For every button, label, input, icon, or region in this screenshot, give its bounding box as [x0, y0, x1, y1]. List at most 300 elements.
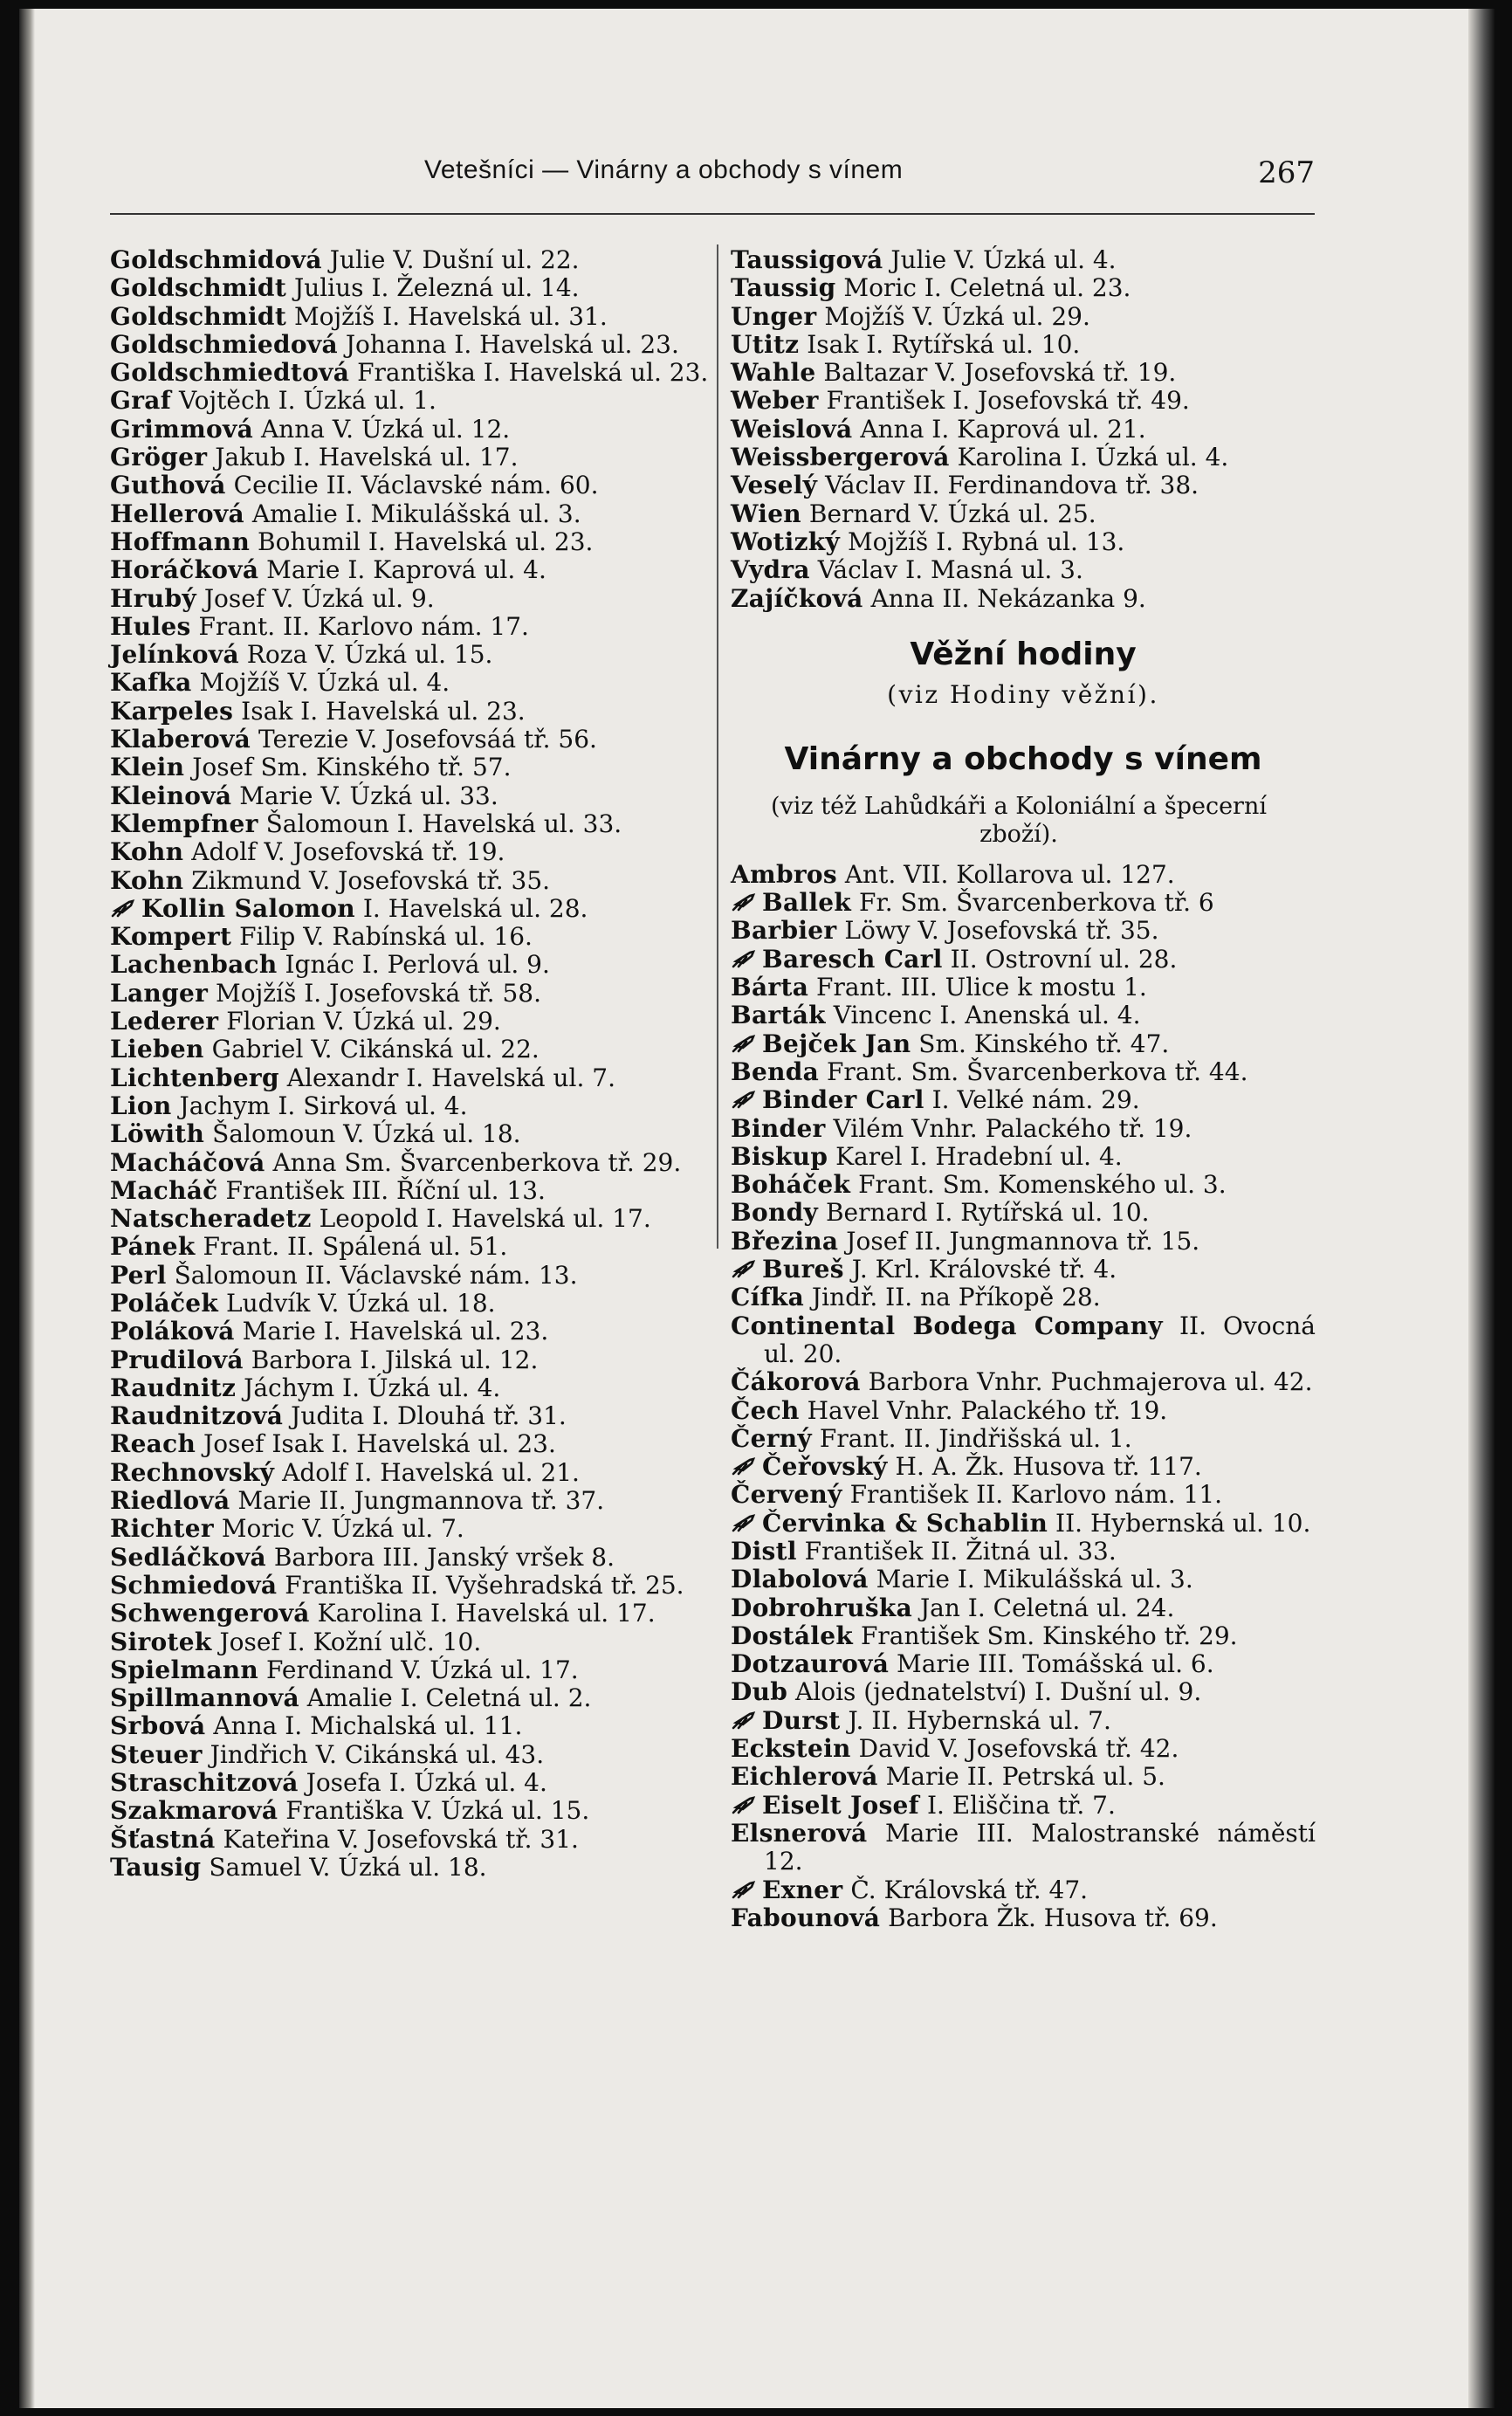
- directory-entry: [110, 1515, 712, 1543]
- entry-name: Ambros: [731, 859, 837, 889]
- entry-name: Prudilová: [110, 1345, 244, 1374]
- entry-name: Richter: [110, 1514, 214, 1544]
- entry-address: Marie V. Úzká ul. 33.: [239, 781, 498, 810]
- entry-address: Ludvík V. Úzká ul. 18.: [226, 1288, 496, 1318]
- entry-address: Anna I. Michalská ul. 11.: [213, 1711, 523, 1741]
- entry-address: Adolf I. Havelská ul. 21.: [282, 1457, 580, 1487]
- entry-name: Lieben: [110, 1035, 204, 1064]
- entry-address: Sm. Kinského tř. 47.: [918, 1029, 1170, 1058]
- directory-entry: [110, 1346, 712, 1374]
- entry-address: Mojžíš V. Úzká ul. 29.: [824, 301, 1090, 331]
- entry-address: Alexandr I. Havelská ul. 7.: [286, 1063, 615, 1092]
- directory-entry: [731, 917, 1316, 945]
- directory-entry: [731, 1792, 1316, 1820]
- entry-address: Frant. II. Spálená ul. 51.: [203, 1232, 508, 1262]
- entry-name: Raudnitzová: [110, 1401, 284, 1431]
- entry-address: Roza V. Úzká ul. 15.: [246, 640, 493, 670]
- section-wine: [731, 740, 1316, 849]
- entry-address: František II. Karlovo nám. 11.: [849, 1480, 1223, 1510]
- entry-name: Červinka & Schablin: [762, 1508, 1048, 1538]
- directory-entry: [731, 1538, 1316, 1566]
- entry-address: Judita I. Dlouhá tř. 31.: [291, 1401, 567, 1431]
- pointing-hand-icon: [731, 949, 757, 970]
- directory-entry: [110, 782, 712, 810]
- entry-name: Sedláčková: [110, 1542, 266, 1572]
- entry-name: Biskup: [731, 1141, 828, 1171]
- entry-name: Weber: [731, 386, 819, 416]
- entry-name: Spielmann: [110, 1655, 259, 1684]
- entry-name: Gröger: [110, 443, 208, 472]
- directory-entry: [110, 867, 712, 895]
- directory-entry: [110, 698, 712, 726]
- entry-name: Kleinová: [110, 781, 232, 810]
- directory-entry: [110, 1544, 712, 1572]
- entry-address: Terezie V. Josefovsáá tř. 56.: [258, 725, 597, 754]
- entry-name: Březina: [731, 1226, 839, 1256]
- entry-address: Löwy V. Josefovská tř. 35.: [844, 916, 1159, 946]
- directory-entry: [110, 1430, 712, 1458]
- directory-entry: [731, 387, 1316, 415]
- entry-address: Baltazar V. Josefovská tř. 19.: [823, 358, 1177, 388]
- directory-entry: [110, 1487, 712, 1515]
- entry-address: Frant. II. Karlovo nám. 17.: [198, 611, 529, 641]
- directory-entry: [731, 974, 1316, 1002]
- entry-name: Schmiedová: [110, 1570, 278, 1600]
- section-title: Vinárny a obchody s vínem: [784, 740, 1262, 777]
- directory-entry: [110, 1854, 712, 1882]
- entry-address: Jindř. II. na Příkopě 28.: [811, 1283, 1101, 1312]
- entry-name: Taussigová: [731, 245, 883, 274]
- directory-entry: [731, 1510, 1316, 1538]
- directory-entry: [731, 1650, 1316, 1678]
- directory-entry: [731, 1368, 1316, 1396]
- directory-entry: [731, 556, 1316, 584]
- directory-entry: [731, 1002, 1316, 1029]
- entry-name: Spillmannová: [110, 1683, 299, 1713]
- entry-address: Josef V. Úzká ul. 9.: [203, 583, 435, 613]
- directory-entry: [110, 1797, 712, 1825]
- page-left-edge: [19, 9, 35, 2408]
- entry-address: Florian V. Úzká ul. 29.: [226, 1007, 501, 1036]
- directory-entry: [731, 1397, 1316, 1425]
- entry-address: Václav I. Masná ul. 3.: [817, 555, 1083, 585]
- entry-name: Rechnovský: [110, 1457, 275, 1487]
- running-title: Vetešníci — Vinárny a obchody s vínem: [424, 155, 904, 184]
- entry-address: Frant. Sm. Komenského ul. 3.: [858, 1170, 1227, 1200]
- entry-address: Vincenc I. Anenská ul. 4.: [833, 1001, 1141, 1030]
- entry-name: Distl: [731, 1536, 797, 1566]
- entry-address: Zikmund V. Josefovská tř. 35.: [191, 865, 551, 895]
- entry-address: Marie I. Mikulášská ul. 3.: [876, 1565, 1193, 1594]
- entry-address: Alois (jednatelství) I. Dušní ul. 9.: [795, 1677, 1202, 1707]
- entry-address: Bernard I. Rytířská ul. 10.: [825, 1198, 1150, 1228]
- directory-entry: [731, 444, 1316, 471]
- entry-address: František II. Žitná ul. 33.: [804, 1536, 1117, 1566]
- entry-name: Kohn: [110, 865, 184, 895]
- directory-entry: [110, 754, 712, 781]
- directory-entry: [110, 838, 712, 866]
- entry-address: Josef Sm. Kinského tř. 57.: [192, 753, 512, 782]
- entry-name: Durst: [762, 1705, 841, 1735]
- entry-name: Jelínková: [110, 640, 239, 670]
- directory-entry: [731, 946, 1316, 974]
- directory-entry: [110, 585, 712, 613]
- entry-name: Straschitzová: [110, 1768, 299, 1798]
- header-rule: [110, 213, 1315, 215]
- entry-name: Macháč: [110, 1175, 218, 1205]
- directory-entry: [731, 416, 1316, 444]
- entry-name: Eckstein: [731, 1734, 851, 1764]
- entry-address: Julie V. Dušní ul. 22.: [329, 245, 580, 274]
- entry-address: Josef Isak I. Havelská ul. 23.: [203, 1429, 556, 1459]
- entry-name: Lichtenberg: [110, 1063, 279, 1092]
- entry-name: Baresch Carl: [762, 944, 943, 974]
- entry-name: Srbová: [110, 1711, 206, 1741]
- entry-name: Pánek: [110, 1232, 196, 1262]
- entry-address: Jakub I. Havelská ul. 17.: [215, 443, 519, 472]
- entry-name: Klaberová: [110, 725, 251, 754]
- directory-entry: [731, 1115, 1316, 1143]
- entry-address: Mojžíš V. Úzká ul. 4.: [199, 668, 450, 698]
- entry-address: Šalomoun V. Úzká ul. 18.: [212, 1119, 521, 1149]
- entry-name: Čeřovský: [762, 1452, 888, 1482]
- entry-address: Frant. Sm. Švarcenberkova tř. 44.: [826, 1057, 1248, 1086]
- entry-name: Dlabolová: [731, 1565, 869, 1594]
- entry-name: Dub: [731, 1677, 788, 1707]
- entry-address: Fr. Sm. Švarcenberkova tř. 6: [859, 888, 1214, 918]
- directory-entry: [731, 528, 1316, 556]
- entry-name: Guthová: [110, 471, 226, 500]
- entry-address: Františka II. Vyšehradská tř. 25.: [285, 1570, 684, 1600]
- directory-entry: [110, 980, 712, 1008]
- entry-address: Isak I. Rytířská ul. 10.: [807, 329, 1081, 359]
- entry-name: Horáčková: [110, 555, 259, 585]
- entry-name: Hrubý: [110, 583, 196, 613]
- directory-entry: [731, 1594, 1316, 1622]
- entry-address: Isak I. Havelská ul. 23.: [241, 696, 526, 726]
- directory-entry: [110, 1459, 712, 1487]
- page-number: 267: [1258, 155, 1315, 190]
- entry-address: Č. Královská tř. 47.: [850, 1875, 1089, 1904]
- entry-address: Františka I. Havelská ul. 23.: [357, 358, 709, 388]
- directory-entry: [731, 1228, 1316, 1256]
- directory-entry: [110, 726, 712, 754]
- directory-entry: [110, 1684, 712, 1712]
- entry-name: Binder: [731, 1113, 826, 1143]
- entry-address: Amalie I. Mikulášská ul. 3.: [251, 499, 581, 528]
- entry-name: Eiselt Josef: [762, 1790, 920, 1820]
- directory-entry: [110, 1205, 712, 1233]
- directory-entry: [731, 1058, 1316, 1086]
- entry-name: Utitz: [731, 329, 800, 359]
- entry-address: Barbora III. Janský vršek 8.: [273, 1542, 615, 1572]
- entry-name: Weislová: [731, 414, 853, 444]
- section-tower-clocks: [731, 636, 1316, 711]
- left-column: [110, 246, 712, 1882]
- directory-entry: [731, 1312, 1316, 1369]
- entry-address: Josef II. Jungmannova tř. 15.: [846, 1226, 1200, 1256]
- entry-address: Johanna I. Havelská ul. 23.: [345, 329, 679, 359]
- entry-name: Wahle: [731, 358, 816, 388]
- entry-address: Bohumil I. Havelská ul. 23.: [258, 527, 594, 556]
- directory-entry: [110, 416, 712, 444]
- directory-entry: [731, 1256, 1316, 1284]
- entry-address: Filip V. Rabínská ul. 16.: [239, 922, 533, 952]
- directory-entry: [731, 1425, 1316, 1453]
- entry-address: H. A. Žk. Husova tř. 117.: [895, 1452, 1202, 1482]
- entry-name: Dostálek: [731, 1621, 854, 1650]
- directory-entry: [110, 1008, 712, 1036]
- entry-address: I. Velké nám. 29.: [931, 1085, 1140, 1115]
- directory-entry: [110, 1036, 712, 1063]
- directory-entry: [110, 274, 712, 302]
- entry-name: Dobrohruška: [731, 1593, 913, 1622]
- entry-name: Szakmarová: [110, 1796, 278, 1826]
- entry-address: František I. Josefovská tř. 49.: [826, 386, 1190, 416]
- entry-address: Marie I. Havelská ul. 23.: [242, 1317, 549, 1346]
- directory-entry: [731, 1030, 1316, 1058]
- entry-address: Šalomoun I. Havelská ul. 33.: [265, 809, 622, 838]
- entry-address: Marie III. Malostranské náměstí 12.: [764, 1818, 1316, 1876]
- directory-entry: [110, 359, 712, 387]
- entry-name: Klein: [110, 753, 185, 782]
- directory-entry: [110, 246, 712, 274]
- entry-name: Benda: [731, 1057, 820, 1086]
- directory-entry: [731, 1820, 1316, 1876]
- directory-entry: [731, 1199, 1316, 1227]
- column-divider: [717, 244, 718, 1249]
- right-column: [731, 246, 1316, 1932]
- entry-address: Adolf V. Josefovská tř. 19.: [191, 837, 505, 867]
- directory-entry: [110, 1064, 712, 1092]
- directory-entry: [110, 1656, 712, 1684]
- directory-entry: [110, 1120, 712, 1148]
- entry-address: Anna Sm. Švarcenberkova tř. 29.: [272, 1147, 682, 1177]
- directory-entry: [731, 889, 1316, 917]
- directory-entry: [731, 1086, 1316, 1114]
- entry-address: Marie III. Tomášská ul. 6.: [897, 1649, 1214, 1679]
- entry-name: Kohn: [110, 837, 184, 867]
- entry-address: Leopold I. Havelská ul. 17.: [319, 1204, 651, 1234]
- entry-name: Kollin Salomon: [141, 893, 355, 923]
- directory-entry: [110, 1712, 712, 1740]
- entry-name: Černý: [731, 1423, 812, 1453]
- entry-address: Moric I. Celetná ul. 23.: [843, 273, 1131, 303]
- directory-entry: [731, 1622, 1316, 1650]
- right-column-entries-top: [731, 246, 1316, 613]
- directory-entry: [731, 1904, 1316, 1932]
- entry-name: Kafka: [110, 668, 192, 698]
- directory-entry: [731, 585, 1316, 613]
- directory-entry: [731, 1453, 1316, 1481]
- entry-name: Wien: [731, 499, 801, 528]
- running-header: [110, 155, 1315, 199]
- directory-entry: [110, 1318, 712, 1346]
- entry-address: Vojtěch I. Úzká ul. 1.: [178, 386, 436, 416]
- entry-name: Goldschmiedtová: [110, 358, 350, 388]
- directory-entry: [731, 303, 1316, 331]
- entry-name: Zajíčková: [731, 583, 863, 613]
- entry-name: Cífka: [731, 1283, 805, 1312]
- entry-address: Karolina I. Úzká ul. 4.: [957, 443, 1229, 472]
- entry-address: Barbora Vnhr. Puchmajerova ul. 42.: [868, 1367, 1313, 1397]
- entry-address: Šalomoun II. Václavské nám. 13.: [174, 1260, 578, 1290]
- directory-entry: [731, 1876, 1316, 1904]
- entry-name: Steuer: [110, 1739, 203, 1769]
- entry-address: Mojžíš I. Havelská ul. 31.: [293, 301, 608, 331]
- entry-name: Perl: [110, 1260, 167, 1290]
- directory-entry: [110, 895, 712, 923]
- entry-address: Barbora Žk. Husova tř. 69.: [888, 1903, 1218, 1932]
- directory-entry: [731, 471, 1316, 499]
- directory-entry: [110, 1572, 712, 1600]
- entry-address: Ignác I. Perlová ul. 9.: [285, 950, 550, 980]
- directory-entry: [731, 246, 1316, 274]
- entry-address: Anna I. Kaprová ul. 21.: [860, 414, 1146, 444]
- section-crossref: (viz Hodiny věžní).: [887, 679, 1159, 709]
- entry-name: Klempfner: [110, 809, 258, 838]
- entry-address: Julie V. Úzká ul. 4.: [890, 245, 1117, 274]
- directory-entry: [110, 641, 712, 669]
- entry-address: Františka V. Úzká ul. 15.: [285, 1796, 590, 1826]
- entry-address: Marie II. Jungmannova tř. 37.: [237, 1486, 605, 1516]
- entry-name: Unger: [731, 301, 817, 331]
- directory-entry: [110, 1600, 712, 1628]
- directory-entry: [110, 444, 712, 471]
- entry-name: Barták: [731, 1001, 826, 1030]
- entry-address: Mojžíš I. Josefovská tř. 58.: [216, 978, 541, 1008]
- section-note: (viz též Lahůdkáři a Koloniální a špecerní zboží).: [770, 792, 1267, 848]
- entry-address: Frant. III. Ulice k mostu 1.: [816, 973, 1147, 1002]
- entry-name: Barbier: [731, 916, 837, 946]
- entry-name: Goldschmiedová: [110, 329, 338, 359]
- entry-name: Veselý: [731, 471, 818, 500]
- directory-entry: [110, 528, 712, 556]
- entry-address: I. Eliščina tř. 7.: [926, 1790, 1116, 1820]
- entry-name: Elsnerová: [731, 1818, 868, 1848]
- entry-address: Cecilie II. Václavské nám. 60.: [233, 471, 599, 500]
- entry-address: I. Havelská ul. 28.: [362, 893, 588, 923]
- pointing-hand-icon: [731, 1259, 757, 1280]
- entry-name: Exner: [762, 1875, 843, 1904]
- entry-address: II. Ostrovní ul. 28.: [950, 944, 1178, 974]
- entry-address: Kateřina V. Josefovská tř. 31.: [223, 1824, 579, 1854]
- directory-entry: [731, 1481, 1316, 1509]
- pointing-hand-icon: [731, 892, 757, 913]
- directory-entry: [110, 1741, 712, 1769]
- pointing-hand-icon: [731, 1710, 757, 1731]
- directory-entry: [110, 500, 712, 528]
- entry-address: Jáchym I. Úzká ul. 4.: [244, 1373, 501, 1402]
- entry-name: Macháčová: [110, 1147, 265, 1177]
- directory-entry: [110, 387, 712, 415]
- entry-name: Bondy: [731, 1198, 819, 1228]
- entry-address: Vilém Vnhr. Palackého tř. 19.: [833, 1113, 1192, 1143]
- entry-name: Červený: [731, 1480, 842, 1510]
- directory-entry: [731, 1143, 1316, 1171]
- directory-entry: [731, 1678, 1316, 1706]
- entry-address: Václav II. Ferdinandova tř. 38.: [825, 471, 1199, 500]
- entry-name: Tausig: [110, 1852, 202, 1882]
- directory-entry: [110, 951, 712, 979]
- entry-address: Jindřich V. Cikánská ul. 43.: [210, 1739, 545, 1769]
- entry-name: Grimmová: [110, 414, 254, 444]
- directory-entry: [110, 1262, 712, 1290]
- entry-address: Anna II. Nekázanka 9.: [870, 583, 1146, 613]
- directory-entry: [110, 1149, 712, 1177]
- book-page: [19, 9, 1495, 2408]
- entry-address: J. Krl. Královské tř. 4.: [851, 1255, 1117, 1284]
- entry-name: Goldschmidt: [110, 301, 287, 331]
- directory-entry: [731, 500, 1316, 528]
- entry-name: Dotzaurová: [731, 1649, 890, 1679]
- entry-name: Continental Bodega Company: [731, 1311, 1163, 1340]
- entry-name: Löwith: [110, 1119, 205, 1149]
- entry-name: Weissbergerová: [731, 443, 950, 472]
- entry-address: Gabriel V. Cikánská ul. 22.: [211, 1035, 540, 1064]
- entry-name: Čákorová: [731, 1367, 861, 1397]
- entry-address: Ant. VII. Kollarova ul. 127.: [844, 859, 1175, 889]
- entry-address: Josef I. Kožní ulč. 10.: [219, 1627, 482, 1656]
- entry-name: Riedlová: [110, 1486, 230, 1516]
- entry-name: Lion: [110, 1091, 172, 1120]
- directory-entry: [731, 1566, 1316, 1593]
- entry-address: J. II. Hybernská ul. 7.: [848, 1705, 1111, 1735]
- pointing-hand-icon: [731, 1456, 757, 1477]
- entry-name: Lederer: [110, 1007, 219, 1036]
- entry-name: Boháček: [731, 1170, 851, 1200]
- directory-entry: [110, 1233, 712, 1261]
- entry-name: Bureš: [762, 1255, 844, 1284]
- entry-address: II. Hybernská ul. 10.: [1055, 1508, 1311, 1538]
- directory-entry: [110, 613, 712, 641]
- entry-name: Šťastná: [110, 1824, 216, 1854]
- entry-name: Poláček: [110, 1288, 219, 1318]
- directory-entry: [731, 861, 1316, 889]
- entry-address: Mojžíš I. Rybná ul. 13.: [848, 527, 1125, 556]
- entry-address: František Sm. Kinského tř. 29.: [860, 1621, 1238, 1650]
- directory-entry: [110, 1769, 712, 1797]
- entry-address: Marie II. Petrská ul. 5.: [885, 1762, 1165, 1792]
- entry-name: Čech: [731, 1395, 800, 1425]
- entry-address: Karolina I. Havelská ul. 17.: [317, 1599, 656, 1628]
- entry-name: Fabounová: [731, 1903, 881, 1932]
- entry-address: Samuel V. Úzká ul. 18.: [209, 1852, 487, 1882]
- directory-entry: [110, 1177, 712, 1205]
- directory-entry: [110, 669, 712, 697]
- directory-entry: [731, 1763, 1316, 1791]
- pointing-hand-icon: [731, 1513, 757, 1534]
- entry-name: Karpeles: [110, 696, 234, 726]
- entry-address: Jan I. Celetná ul. 24.: [919, 1593, 1175, 1622]
- entry-address: Frant. II. Jindřišská ul. 1.: [819, 1423, 1132, 1453]
- directory-entry: [731, 1735, 1316, 1763]
- entry-name: Langer: [110, 978, 209, 1008]
- entry-name: Vydra: [731, 555, 810, 585]
- directory-entry: [110, 1628, 712, 1656]
- directory-entry: [731, 331, 1316, 359]
- pointing-hand-icon: [731, 1795, 757, 1816]
- pointing-hand-icon: [731, 1034, 757, 1055]
- entry-name: Taussig: [731, 273, 836, 303]
- entry-name: Graf: [110, 386, 172, 416]
- entry-name: Binder Carl: [762, 1085, 924, 1115]
- directory-entry: [110, 556, 712, 584]
- directory-entry: [731, 1284, 1316, 1311]
- directory-entry: [110, 303, 712, 331]
- entry-name: Wotizký: [731, 527, 841, 556]
- entry-address: II. Ovocná ul. 20.: [764, 1311, 1316, 1368]
